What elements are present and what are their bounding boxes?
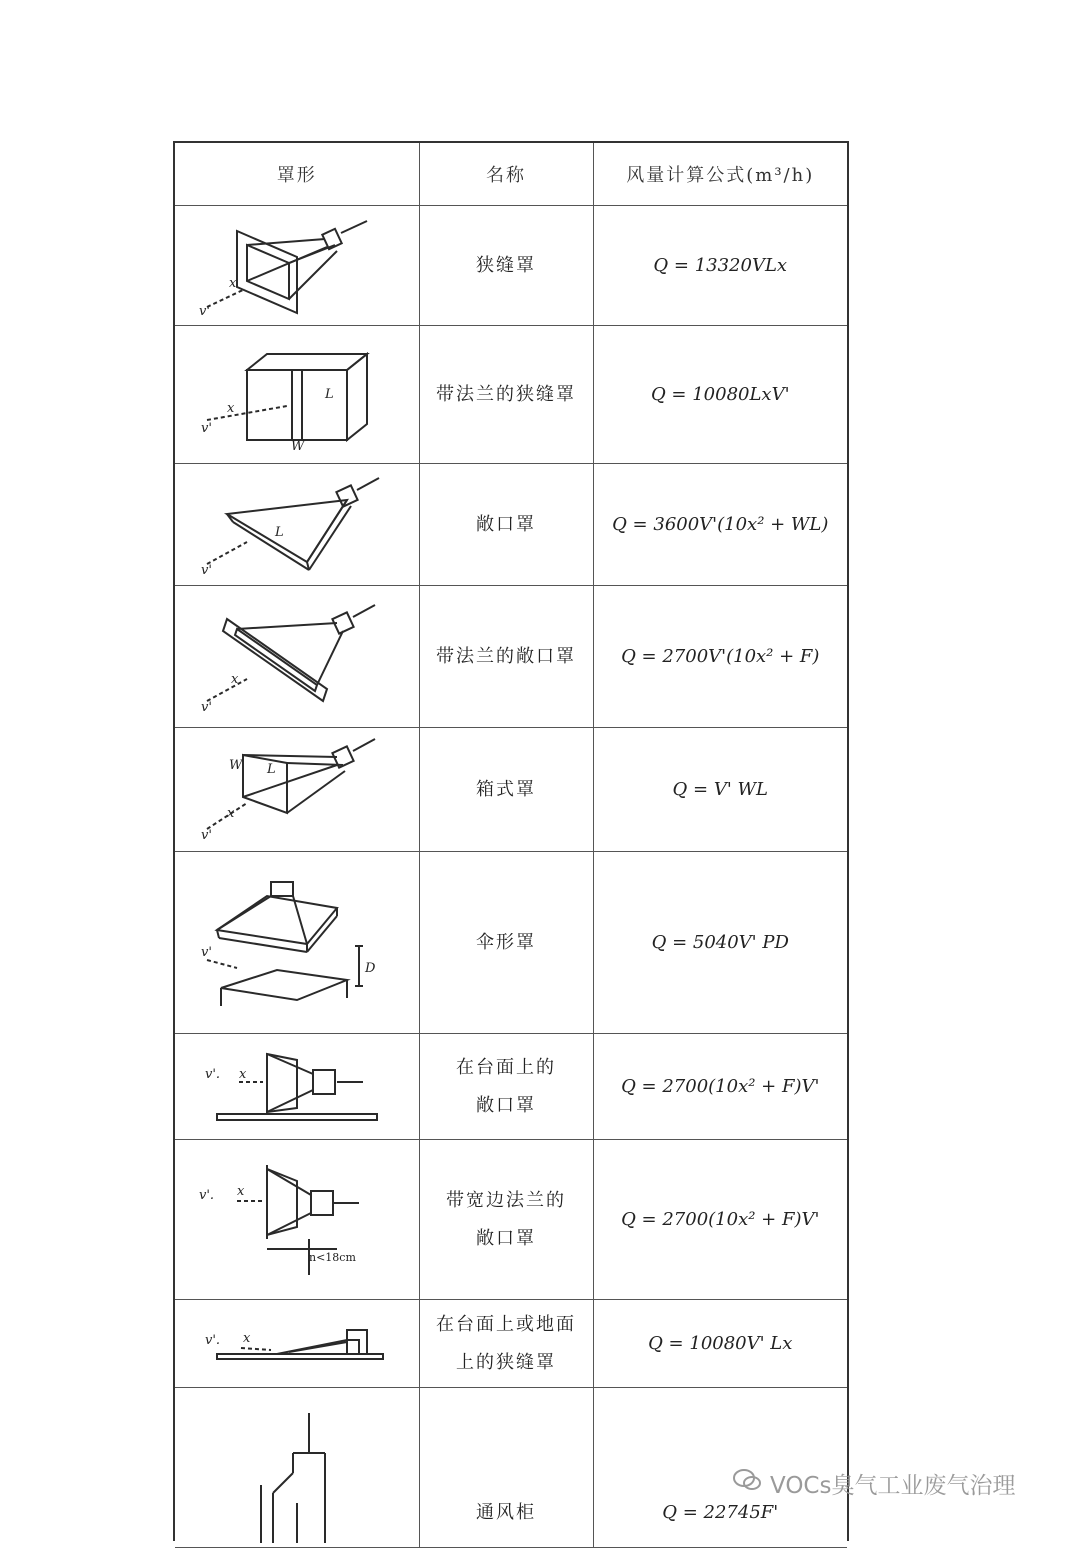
table-row [175, 326, 847, 464]
flanged-slot-hood-diagram [175, 326, 419, 464]
hood-formula-table-sheet [173, 141, 849, 1541]
table-row [175, 1034, 847, 1140]
wide-flange-open-hood-diagram [175, 1140, 419, 1300]
wechat-icon [732, 1467, 762, 1499]
hood-name: 在台面上的 敞口罩 [419, 1034, 593, 1140]
svg-text:v': v' [200, 420, 212, 436]
header-name: 名称 [419, 143, 593, 206]
watermark-text: VOCs臭气工业废气治理 [770, 1472, 1016, 1499]
hood-name: 带宽边法兰的 敞口罩 [419, 1140, 593, 1300]
svg-text:x: x [228, 275, 237, 291]
hood-name: 在台面上或地面 上的狭缝罩 [419, 1300, 593, 1388]
table-row [175, 852, 847, 1034]
airflow-formula: Q = V' WL [593, 728, 847, 852]
hood-name: 伞形罩 [419, 852, 593, 1034]
airflow-formula: Q = 10080LxV' [593, 326, 847, 464]
airflow-formula: Q = 2700V'(10x² + F) [593, 586, 847, 728]
svg-text:x: x [242, 1330, 251, 1346]
table-row [175, 1140, 847, 1300]
watermark [732, 1466, 1015, 1500]
floor-slot-hood-diagram [175, 1300, 419, 1388]
flanged-open-hood-diagram [175, 586, 419, 728]
svg-text:v': v' [198, 303, 210, 319]
table-row [175, 728, 847, 852]
airflow-formula: Q = 10080V' Lx [593, 1300, 847, 1388]
hood-name: 通风柜 [419, 1388, 593, 1548]
svg-text:v'.: v'. [204, 1066, 220, 1082]
airflow-formula: Q = 5040V' PD [593, 852, 847, 1034]
hood-name: 带法兰的狭缝罩 [419, 326, 593, 464]
svg-text:W: W [228, 757, 243, 773]
table-row [175, 206, 847, 326]
hood-formula-table [175, 143, 847, 1548]
svg-text:n<18cm: n<18cm [308, 1250, 356, 1264]
airflow-formula: Q = 2700(10x² + F)V' [593, 1034, 847, 1140]
svg-text:x: x [230, 671, 239, 687]
fume-cupboard-diagram [175, 1388, 419, 1548]
svg-text:v': v' [200, 562, 212, 578]
svg-text:W: W [290, 438, 305, 450]
svg-text:v': v' [200, 699, 212, 715]
svg-text:v': v' [200, 944, 212, 960]
slot-hood-diagram [175, 206, 419, 326]
hood-name: 敞口罩 [419, 464, 593, 586]
open-hood-diagram [175, 464, 419, 586]
box-hood-diagram [175, 728, 419, 852]
svg-text:v'.: v'. [198, 1187, 214, 1203]
svg-text:L: L [266, 761, 276, 777]
header-formula: 风量计算公式(m³/h) [593, 143, 847, 206]
svg-text:x: x [226, 400, 235, 416]
svg-text:x: x [236, 1183, 245, 1199]
svg-text:L: L [324, 386, 334, 402]
svg-text:v'.: v'. [204, 1332, 220, 1348]
airflow-formula: Q = 22745F' [593, 1388, 847, 1548]
tabletop-open-hood-diagram [175, 1034, 419, 1140]
airflow-formula: Q = 13320VLx [593, 206, 847, 326]
table-row [175, 1300, 847, 1388]
header-shape: 罩形 [175, 143, 419, 206]
hood-name: 狭缝罩 [419, 206, 593, 326]
table-header-row [175, 143, 847, 206]
table-row [175, 586, 847, 728]
airflow-formula: Q = 3600V'(10x² + WL) [593, 464, 847, 586]
svg-text:v': v' [200, 827, 212, 843]
table-row [175, 464, 847, 586]
svg-text:x: x [238, 1066, 247, 1082]
hood-name: 箱式罩 [419, 728, 593, 852]
svg-text:x: x [226, 805, 235, 821]
airflow-formula: Q = 2700(10x² + F)V' [593, 1140, 847, 1300]
svg-text:L: L [274, 524, 284, 540]
hood-name: 带法兰的敞口罩 [419, 586, 593, 728]
svg-text:D: D [364, 960, 376, 976]
canopy-hood-diagram [175, 852, 419, 1034]
